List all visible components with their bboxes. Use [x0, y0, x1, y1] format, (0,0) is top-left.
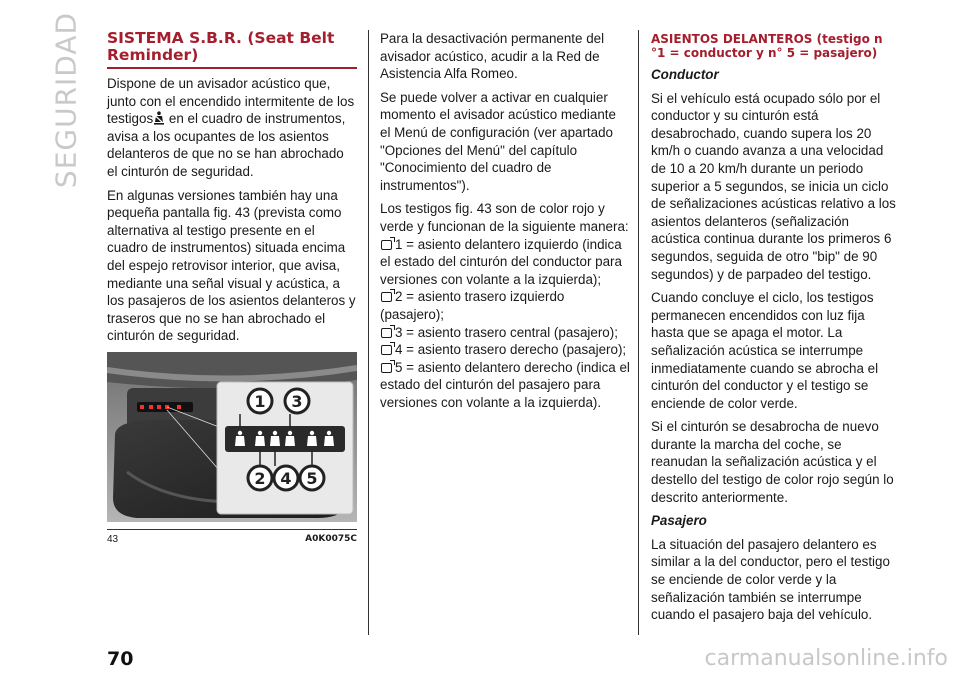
- paragraph-display: En algunas versiones también hay una pequeña pantalla fig. 43 (prevista como alternativa al testigo presente en el cuadro de instrumentos) situada encima del espejo retrovisor interior, que avisa, mediante una señal visual y acústica, a los pasajeros de los asientos delanteros y traseros que no se han abrochado el cinturón de seguridad.: [107, 187, 356, 344]
- figure-callout: [300, 466, 324, 490]
- figure-callout: [285, 389, 309, 413]
- paragraph-intro: Dispone de un avisador acústico que, junto con el encendido intermitente de los testigos en el cuadro de instrumentos, avisa a los ocupantes de los asientos delanteros de que no se han abrochado el cinturón de seguridad.: [107, 76, 355, 179]
- figure-callout: [274, 466, 298, 490]
- figure-43-mirror-display: [107, 352, 357, 522]
- figure-callout: [248, 466, 272, 490]
- seatbelt-warning-icon: [153, 111, 165, 125]
- paragraph-lights: Los testigos fig. 43 son de color rojo y verde y funcionan de la siguiente manera:: [380, 201, 629, 234]
- figure-number: 43: [107, 534, 119, 545]
- watermark: carmanualsonline.info: [704, 646, 948, 671]
- column-divider: [638, 30, 639, 635]
- column-divider: [368, 30, 369, 635]
- figure-caption: [107, 529, 357, 545]
- paragraph-driver-1: Si el vehículo está ocupado sólo por el conductor y su cinturón está desabrochado, cuando supera los 20 km/h o cuando avanza a una velocidad de 10 a 20 km/h durante un periodo superior a 5 segundos, se inicia un ciclo de señalizaciones acústicas relativo a los asientos delanteros (señalización acústica continua durante los primeros 6 segundos, seguida de otro "bip" de 90 segundos) y de parpadeo del testigo.: [651, 90, 896, 282]
- paragraph-passenger: La situación del pasajero delantero es similar a la del conductor, pero el testigo se enciende de color verde y la señalización también se interrumpe cuando el pasajero baja del vehículo.: [651, 536, 890, 623]
- paragraph-driver-2: Cuando concluye el ciclo, los testigos permanecen encendidos con luz fija hasta que se apaga el motor. La señalización acústica se interrumpe inmediatamente cuando se abrocha el cinturón del conductor y el testigo se enciende de color verde.: [651, 290, 879, 411]
- svg-text:5: 5: [306, 469, 318, 488]
- arrow-bullet-icon: [381, 345, 392, 355]
- arrow-bullet-icon: [381, 292, 392, 302]
- list-item: 2 = asiento trasero izquierdo (pasajero);: [380, 289, 565, 322]
- list-item: 4 = asiento trasero derecho (pasajero);: [380, 341, 630, 359]
- subheading-passenger: Pasajero: [651, 513, 707, 529]
- column-2: [380, 30, 630, 411]
- section-side-label: SEGURIDAD: [49, 11, 83, 189]
- column-1: [107, 30, 357, 351]
- paragraph-driver-3: Si el cinturón se desabrocha de nuevo durante la marcha del coche, se reanudan la señalización acústica y el destello del testigo de color rojo según lo descrito anteriormente.: [651, 419, 894, 505]
- svg-text:4: 4: [280, 469, 292, 488]
- arrow-bullet-icon: [381, 328, 392, 338]
- list-item: 1 = asiento delantero izquierdo (indica el estado del cinturón del conductor para versiones con volante a la izquierda);: [380, 236, 622, 287]
- page-number: 70: [107, 648, 134, 670]
- arrow-bullet-icon: [381, 363, 392, 373]
- svg-text:1: 1: [254, 392, 266, 411]
- paragraph-reactivation: Se puede volver a activar en cualquier momento el avisador acústico mediante el Menú de configuración (ver apartado "Opciones del Menú" del capítulo "Conocimiento del cuadro de instrumentos").: [380, 89, 616, 193]
- svg-text:2: 2: [254, 469, 266, 488]
- svg-text:3: 3: [291, 392, 303, 411]
- list-item: 5 = asiento delantero derecho (indica el estado del cinturón del pasajero para versiones con volante a la izquierda).: [380, 359, 630, 410]
- list-item: 3 = asiento trasero central (pasajero);: [380, 324, 630, 342]
- section-title-front-seats: ASIENTOS DELANTEROS (testigo n °1 = conductor y n° 5 = pasajero): [651, 32, 883, 60]
- column-3: [651, 30, 901, 630]
- arrow-bullet-icon: [381, 240, 392, 250]
- paragraph-deactivation: Para la desactivación permanente del avisador acústico, acudir a la Red de Asistencia Alfa Romeo.: [380, 31, 605, 82]
- subheading-driver: Conductor: [651, 67, 719, 82]
- figure-callout: [248, 389, 272, 413]
- section-title-sbr: SISTEMA S.B.R. (Seat Belt Reminder): [107, 30, 357, 69]
- figure-code: A0K0075C: [305, 534, 357, 544]
